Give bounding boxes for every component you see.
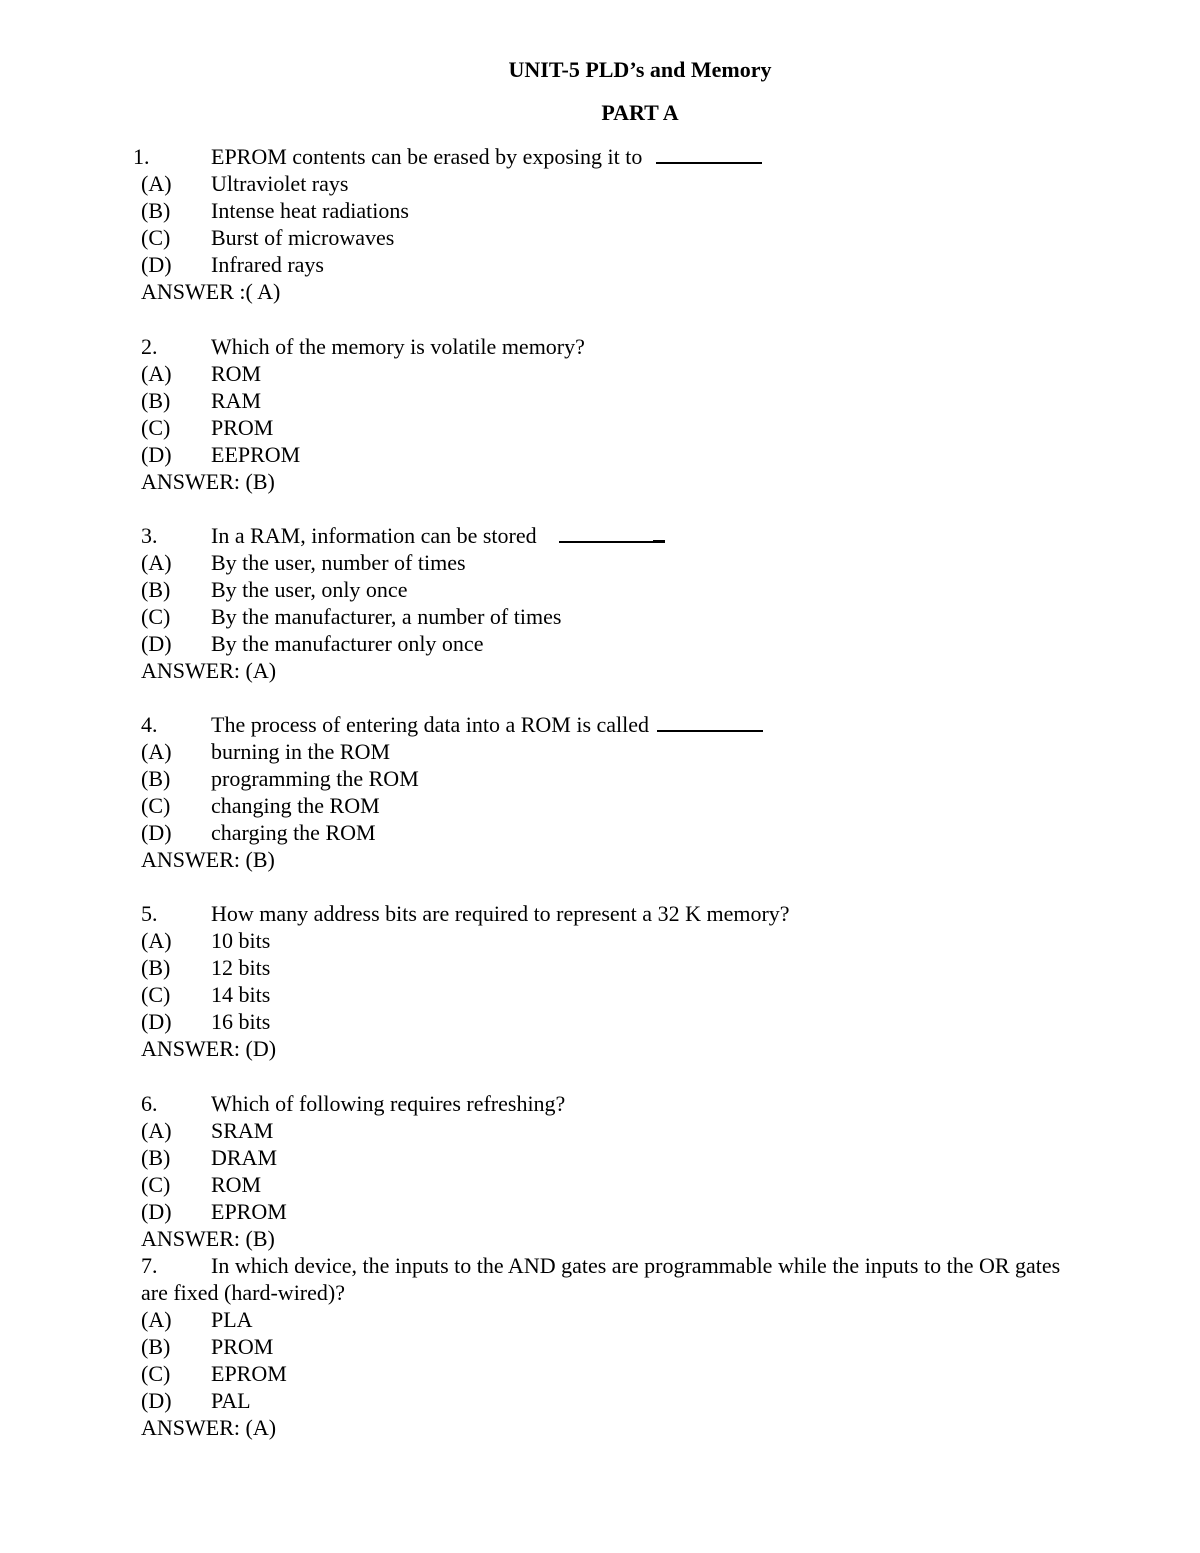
option-text: Intense heat radiations	[211, 198, 409, 223]
option-text: burning in the ROM	[211, 739, 391, 764]
option-text: PROM	[211, 1334, 274, 1359]
option-label: (D)	[141, 1388, 172, 1413]
question-4-stem	[141, 711, 1141, 738]
question-text: The process of entering data into a ROM is called	[211, 712, 650, 737]
question-text: EPROM contents can be erased by exposing it to	[211, 144, 643, 169]
option-line	[141, 576, 1141, 603]
option-label: (A)	[141, 171, 172, 196]
option-text: EPROM	[211, 1199, 287, 1224]
option-label: (A)	[141, 928, 172, 953]
question-7-stem	[141, 1252, 1141, 1279]
option-text: SRAM	[211, 1118, 274, 1143]
question-number: 7.	[141, 1253, 158, 1278]
option-label: (D)	[141, 252, 172, 277]
question-number: 5.	[141, 901, 158, 926]
option-label: (A)	[141, 550, 172, 575]
question-number: 2.	[141, 334, 158, 359]
option-line	[141, 1360, 1141, 1387]
option-line	[141, 170, 1141, 197]
option-line	[141, 441, 1141, 468]
option-text: PLA	[211, 1307, 253, 1332]
option-text: ROM	[211, 361, 262, 386]
option-line	[141, 197, 1141, 224]
question-text: In which device, the inputs to the AND gates are programmable while the inputs to the OR gates	[211, 1253, 1061, 1278]
option-line	[141, 1306, 1141, 1333]
answer-line: ANSWER: (B)	[141, 1226, 275, 1251]
option-label: (B)	[141, 198, 171, 223]
question-number: 1.	[133, 144, 150, 169]
option-text: By the user, number of times	[211, 550, 466, 575]
option-label: (C)	[141, 1361, 171, 1386]
option-text: DRAM	[211, 1145, 278, 1170]
option-line	[141, 603, 1141, 630]
question-1-stem	[133, 143, 1141, 170]
option-text: Ultraviolet rays	[211, 171, 349, 196]
option-line	[141, 1387, 1141, 1414]
option-label: (D)	[141, 631, 172, 656]
document-title: UNIT-5 PLD’s and Memory	[508, 57, 772, 82]
option-label: (B)	[141, 955, 171, 980]
option-label: (D)	[141, 1009, 172, 1034]
option-line	[141, 360, 1141, 387]
option-text: EPROM	[211, 1361, 287, 1386]
option-text: Burst of microwaves	[211, 225, 395, 250]
option-label: (B)	[141, 1334, 171, 1359]
question-7-stem-cont: are fixed (hard-wired)?	[141, 1280, 345, 1305]
answer-blank	[657, 730, 763, 732]
option-label: (B)	[141, 766, 171, 791]
option-text: By the manufacturer only once	[211, 631, 484, 656]
question-5-stem	[141, 900, 1141, 927]
option-text: Infrared rays	[211, 252, 324, 277]
option-text: PAL	[211, 1388, 251, 1413]
option-line	[141, 549, 1141, 576]
question-text: Which of the memory is volatile memory?	[211, 334, 585, 359]
option-label: (B)	[141, 388, 171, 413]
question-text: How many address bits are required to represent a 32 K memory?	[211, 901, 790, 926]
answer-blank	[559, 541, 653, 543]
option-label: (C)	[141, 793, 171, 818]
option-text: EEPROM	[211, 442, 301, 467]
question-number: 4.	[141, 712, 158, 737]
option-text: RAM	[211, 388, 262, 413]
option-label: (B)	[141, 577, 171, 602]
option-line	[141, 1117, 1141, 1144]
question-number: 3.	[141, 523, 158, 548]
question-6-stem	[141, 1090, 1141, 1117]
option-text: 14 bits	[211, 982, 271, 1007]
answer-blank	[656, 162, 762, 164]
option-label: (C)	[141, 982, 171, 1007]
answer-line: ANSWER :( A)	[141, 279, 281, 304]
option-label: (C)	[141, 225, 171, 250]
option-label: (D)	[141, 1199, 172, 1224]
option-text: ROM	[211, 1172, 262, 1197]
question-2-stem	[141, 333, 1141, 360]
option-text: 16 bits	[211, 1009, 271, 1034]
option-text: 12 bits	[211, 955, 271, 980]
option-label: (A)	[141, 361, 172, 386]
option-label: (D)	[141, 820, 172, 845]
answer-line: ANSWER: (A)	[141, 1415, 277, 1440]
option-line	[141, 954, 1141, 981]
option-line	[141, 792, 1141, 819]
option-line	[141, 819, 1141, 846]
option-label: (B)	[141, 1145, 171, 1170]
part-heading: PART A	[601, 100, 679, 125]
question-3-stem	[141, 522, 1141, 549]
option-text: changing the ROM	[211, 793, 380, 818]
option-text: PROM	[211, 415, 274, 440]
question-number: 6.	[141, 1091, 158, 1116]
option-line	[141, 224, 1141, 251]
option-line	[141, 765, 1141, 792]
option-line	[141, 251, 1141, 278]
option-text: programming the ROM	[211, 766, 419, 791]
option-line	[141, 1008, 1141, 1035]
option-line	[141, 1144, 1141, 1171]
question-text: In a RAM, information can be stored	[211, 523, 537, 548]
option-line	[141, 1198, 1141, 1225]
answer-line: ANSWER: (B)	[141, 469, 275, 494]
option-label: (C)	[141, 1172, 171, 1197]
option-line	[141, 981, 1141, 1008]
option-text: By the manufacturer, a number of times	[211, 604, 562, 629]
answer-line: ANSWER: (D)	[141, 1036, 277, 1061]
option-label: (A)	[141, 1118, 172, 1143]
option-line	[141, 927, 1141, 954]
answer-line: ANSWER: (A)	[141, 658, 277, 683]
option-line	[141, 738, 1141, 765]
option-label: (A)	[141, 1307, 172, 1332]
answer-blank-end	[653, 540, 665, 543]
option-line	[141, 387, 1141, 414]
answer-line: ANSWER: (B)	[141, 847, 275, 872]
option-line	[141, 630, 1141, 657]
option-label: (C)	[141, 415, 171, 440]
option-line	[141, 414, 1141, 441]
option-label: (A)	[141, 739, 172, 764]
option-text: charging the ROM	[211, 820, 376, 845]
option-line	[141, 1333, 1141, 1360]
option-label: (C)	[141, 604, 171, 629]
option-label: (D)	[141, 442, 172, 467]
option-text: By the user, only once	[211, 577, 408, 602]
option-line	[141, 1171, 1141, 1198]
question-text: Which of following requires refreshing?	[211, 1091, 566, 1116]
option-text: 10 bits	[211, 928, 271, 953]
